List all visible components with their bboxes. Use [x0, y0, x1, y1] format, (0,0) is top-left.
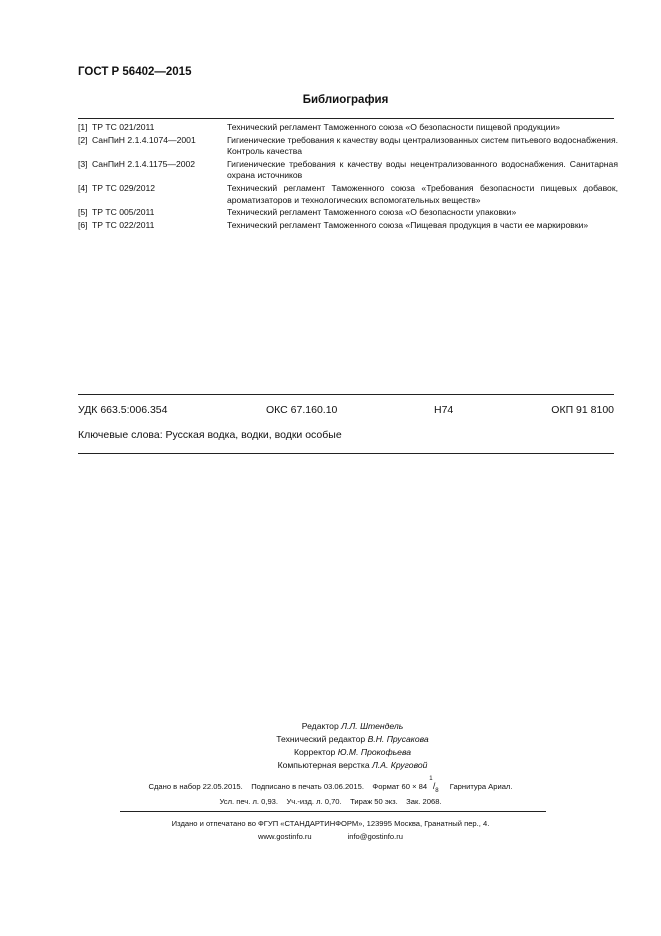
keywords-bottom-rule [78, 453, 614, 454]
okp-code: ОКП 91 8100 [551, 404, 614, 416]
publisher-line: Издано и отпечатано во ФГУП «СТАНДАРТИНФОРМ», 123995 Москва, Гранатный пер., 4. [171, 819, 490, 828]
imprint-rule [120, 811, 546, 812]
credit-line [0, 746, 661, 759]
credit-line [0, 733, 661, 746]
credit-name: Ю.М. Прокофьева [337, 747, 412, 757]
publisher-sheets: Уч.-изд. л. 0,70. [286, 797, 342, 806]
entry-code: ТР ТС 022/2011 [92, 219, 155, 230]
udk-code: УДК 663.5:006.354 [78, 404, 168, 416]
credit-line [0, 759, 661, 772]
editorial-credits [0, 720, 661, 772]
entry-code: ТР ТС 029/2012 [92, 182, 156, 193]
keywords: Ключевые слова: Русская водка, водки, водки особые [78, 429, 342, 441]
entry-text: Гигиенические требования к качеству воды нецентрализованного водоснабжения. Санитарная охрана источников [227, 158, 618, 181]
bibliography-list [78, 122, 618, 232]
credit-name: В.Н. Прусакова [367, 734, 429, 744]
credit-line [0, 720, 661, 733]
contacts-line [0, 830, 661, 843]
document-code: ГОСТ Р 56402—2015 [78, 66, 192, 78]
imprint-line-1 [0, 776, 661, 794]
signed-date: Подписано в печать 03.06.2015. [251, 782, 364, 791]
entry-text: Гигиенические требования к качеству воды централизованных систем питьевого водоснабжения. Контроль качества [227, 134, 618, 157]
bibliography-top-rule [78, 118, 614, 119]
group-code: Н74 [434, 404, 454, 416]
paper-format: Формат 60 × 84 1 / 8 [372, 776, 439, 794]
credit-role: Корректор [293, 747, 336, 757]
print-sheets: Усл. печ. л. 0,93. [219, 797, 279, 806]
bibliography-entry [78, 220, 618, 232]
credit-role: Компьютерная верстка [277, 760, 370, 770]
bibliography-entry [78, 135, 618, 158]
bibliography-entry [78, 207, 618, 219]
bibliography-entry [78, 159, 618, 182]
order-number: Зак. 2068. [406, 797, 442, 806]
oks-code: ОКС 67.160.10 [266, 404, 338, 416]
website-link[interactable]: www.gostinfo.ru [258, 832, 312, 841]
entry-number: [5] [78, 207, 88, 218]
submitted-date: Сдано в набор 22.05.2015. [148, 782, 243, 791]
entry-code: СанПиН 2.1.4.1175—2002 [92, 158, 196, 169]
entry-number: [4] [78, 182, 88, 193]
entry-code: ТР ТС 005/2011 [92, 207, 155, 218]
entry-number: [2] [78, 134, 88, 145]
email-link[interactable]: info@gostinfo.ru [347, 832, 403, 841]
entry-text: Технический регламент Таможенного союза «Пищевая продукция в части ее маркировки» [227, 219, 589, 230]
format-fraction: 1 / 8 [429, 776, 439, 794]
typeface: Гарнитура Ариал. [449, 782, 513, 791]
circulation: Тираж 50 экз. [350, 797, 398, 806]
entry-number: [6] [78, 219, 88, 230]
credit-name: Л.Л. Штендель [341, 721, 404, 731]
imprint-line-2 [0, 795, 661, 808]
entry-text: Технический регламент Таможенного союза «О безопасности пищевой продукции» [227, 122, 561, 132]
bibliography-entry [78, 122, 618, 134]
entry-code: ТР ТС 021/2011 [92, 122, 155, 132]
bibliography-entry [78, 183, 618, 206]
credit-name: Л.А. Круговой [372, 760, 428, 770]
entry-number: [3] [78, 158, 88, 169]
entry-code: СанПиН 2.1.4.1074—2001 [92, 134, 196, 145]
bibliography-title: Библиография [302, 94, 389, 106]
entry-number: [1] [78, 122, 88, 132]
classification-top-rule [78, 394, 614, 395]
entry-text: Технический регламент Таможенного союза «Требования безопасности пищевых добавок, ароматизаторов и технологических вспомогательных веществ» [227, 182, 618, 205]
credit-role: Редактор [301, 721, 339, 731]
entry-text: Технический регламент Таможенного союза «О безопасности упаковки» [227, 207, 517, 218]
credit-role: Технический редактор [276, 734, 366, 744]
